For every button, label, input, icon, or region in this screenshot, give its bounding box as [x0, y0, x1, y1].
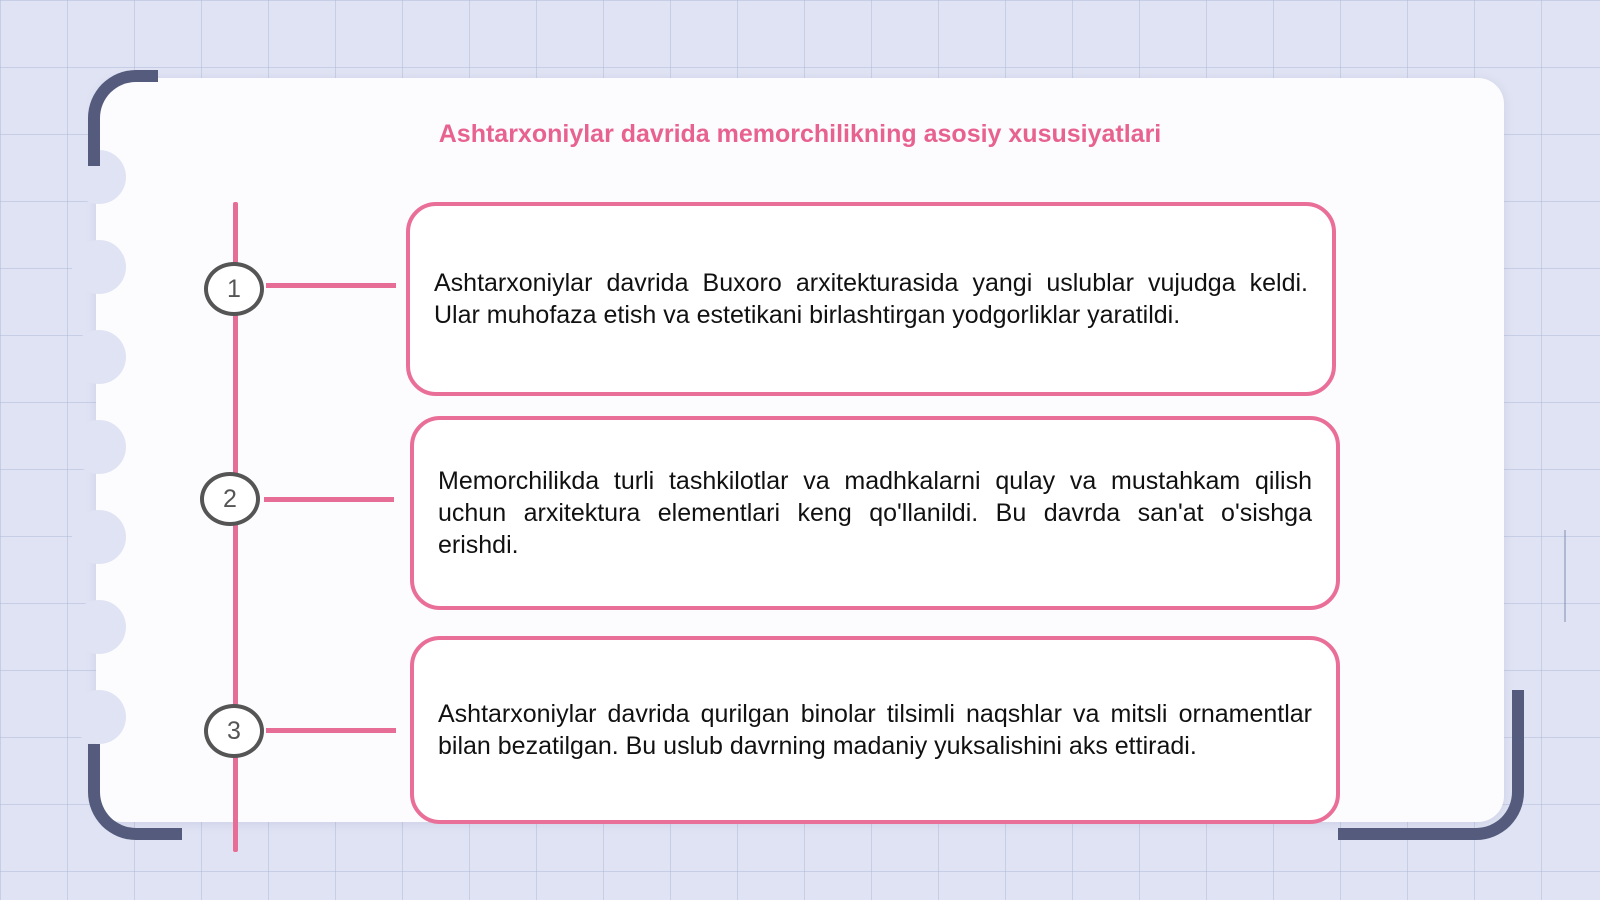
card-text-2: Memorchilikda turli tashkilotlar va madhkalarni qulay va mustahkam qilish uchun arxitektura elementlari keng qo'llanildi. Bu davrda san'at o'sishga erishdi.: [438, 467, 1312, 559]
paper-scallop: [72, 510, 126, 564]
paper-scallop: [72, 240, 126, 294]
content-card-1: [406, 202, 1336, 396]
timeline-connector-2: [264, 497, 394, 502]
step-number-1: 1: [204, 262, 264, 316]
corner-bracket-top-left: [88, 70, 158, 166]
card-text-3: Ashtarxoniylar davrida qurilgan binolar tilsimli naqshlar va mitsli ornamentlar bilan bezatilgan. Bu uslub davrning madaniy yuksalishini aks ettiradi.: [438, 700, 1312, 760]
timeline-connector-1: [266, 283, 396, 288]
card-text-1: Ashtarxoniylar davrida Buxoro arxitekturasida yangi uslublar vujudga keldi. Ular muhofaza etish va estetikani birlashtirgan yodgorliklar yaratildi.: [434, 269, 1308, 329]
slide-title: Ashtarxoniylar davrida memorchilikning asosiy xususiyatlari: [438, 120, 1162, 148]
paper-scallop: [72, 330, 126, 384]
paper-scallop: [72, 600, 126, 654]
grid-accent-line: [1564, 530, 1566, 622]
corner-bracket-bottom-right: [1338, 690, 1524, 840]
timeline-connector-3: [266, 728, 396, 733]
paper-scallop: [72, 690, 126, 744]
content-card-2: [410, 416, 1340, 610]
step-number-3: 3: [204, 704, 264, 758]
paper-scallop: [72, 420, 126, 474]
content-card-3: [410, 636, 1340, 824]
step-number-2: 2: [200, 472, 260, 526]
corner-bracket-bottom-left: [88, 744, 182, 840]
